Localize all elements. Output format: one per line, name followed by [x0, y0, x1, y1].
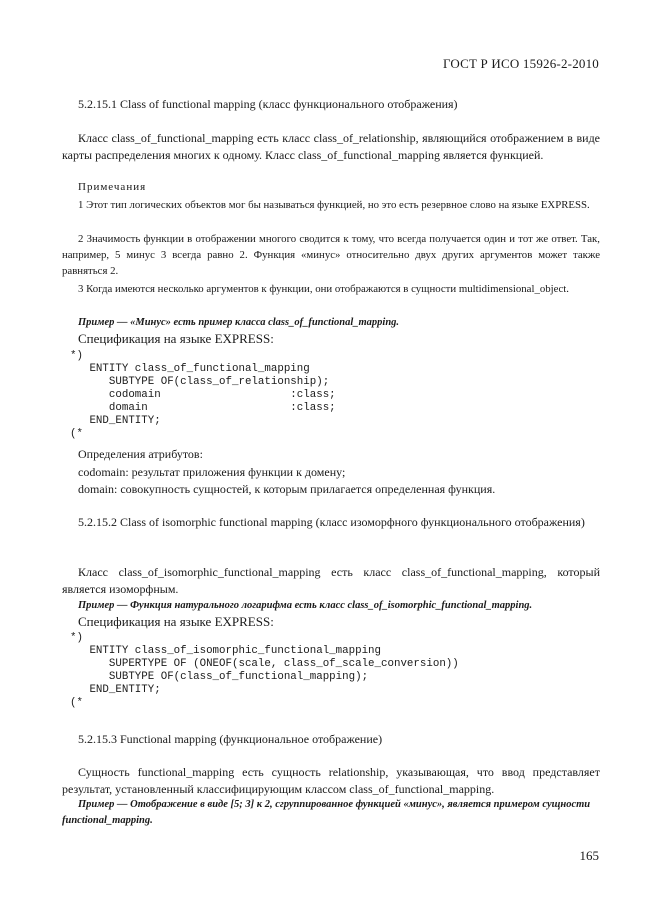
- section3-body: Сущность functional_mapping есть сущность relationship, указывающая, что ввод представляет результат, установленный классифицирующим классом class_of_functional_mapping.: [62, 765, 600, 796]
- notes-title: Примечания: [78, 181, 147, 193]
- attribute-codomain: codomain: результат приложения функции к домену;: [78, 465, 346, 479]
- example-2: Пример — Функция натурального логарифма есть класс class_of_isomorphic_functional_mapping.: [78, 600, 533, 611]
- section-heading-5-2-15-1: 5.2.15.1 Class of functional mapping (класс функционального отображения): [78, 97, 458, 111]
- section-heading-5-2-15-3: 5.2.15.3 Functional mapping (функциональное отображение): [78, 732, 383, 746]
- section1-body: Класс class_of_functional_mapping есть класс class_of_relationship, являющийся отображением в виде карты распределения многих к одному. Класс class_of_functional_mapping является функцией.: [62, 131, 600, 162]
- page-number: 165: [579, 848, 599, 863]
- standard-header: ГОСТ Р ИСО 15926-2-2010: [442, 56, 599, 71]
- note-2: 2 Значимость функции в отображении многого сводится к тому, что всегда получается один и тот же ответ. Так, например, 5 минус 3 всегда равно 2. Функция «минус» относительно двух других аргументов может также равняться 2.: [62, 233, 600, 277]
- note-1: 1 Этот тип логических объектов мог бы называться функцией, но это есть резервное слово на языке EXPRESS.: [78, 199, 590, 211]
- note-3: 3 Когда имеются несколько аргументов к функции, они отображаются в сущности multidimensional_object.: [78, 283, 569, 295]
- section-heading-5-2-15-2: 5.2.15.2 Class of isomorphic functional mapping (класс изоморфного функционального отображения): [78, 515, 585, 529]
- express-code-1: *) ENTITY class_of_functional_mapping SUBTYPE OF(class_of_relationship); codomain :class; domain :class; END_ENTITY; (*: [70, 350, 336, 440]
- spec-label-1: Спецификация на языке EXPRESS:: [78, 331, 274, 346]
- section2-body: Класс class_of_isomorphic_functional_mapping есть класс class_of_functional_mapping, который является изоморфным.: [62, 565, 600, 596]
- attributes-title: Определения атрибутов:: [78, 447, 203, 461]
- express-code-2: *) ENTITY class_of_isomorphic_functional_mapping SUPERTYPE OF (ONEOF(scale, class_of_scale_conversion)) SUBTYPE OF(class_of_functional_mapping); END_ENTITY; (*: [70, 632, 459, 709]
- example-3: Пример — Отображение в виде [5; 3] к 2, сгруппированное функцией «минус», является примером сущности functional_mapping.: [62, 799, 591, 826]
- attribute-domain: domain: совокупность сущностей, к которым прилагается определенная функция.: [78, 482, 496, 496]
- example-1: Пример — «Минус» есть пример класса class_of_functional_mapping.: [78, 317, 400, 328]
- spec-label-2: Спецификация на языке EXPRESS:: [78, 614, 274, 629]
